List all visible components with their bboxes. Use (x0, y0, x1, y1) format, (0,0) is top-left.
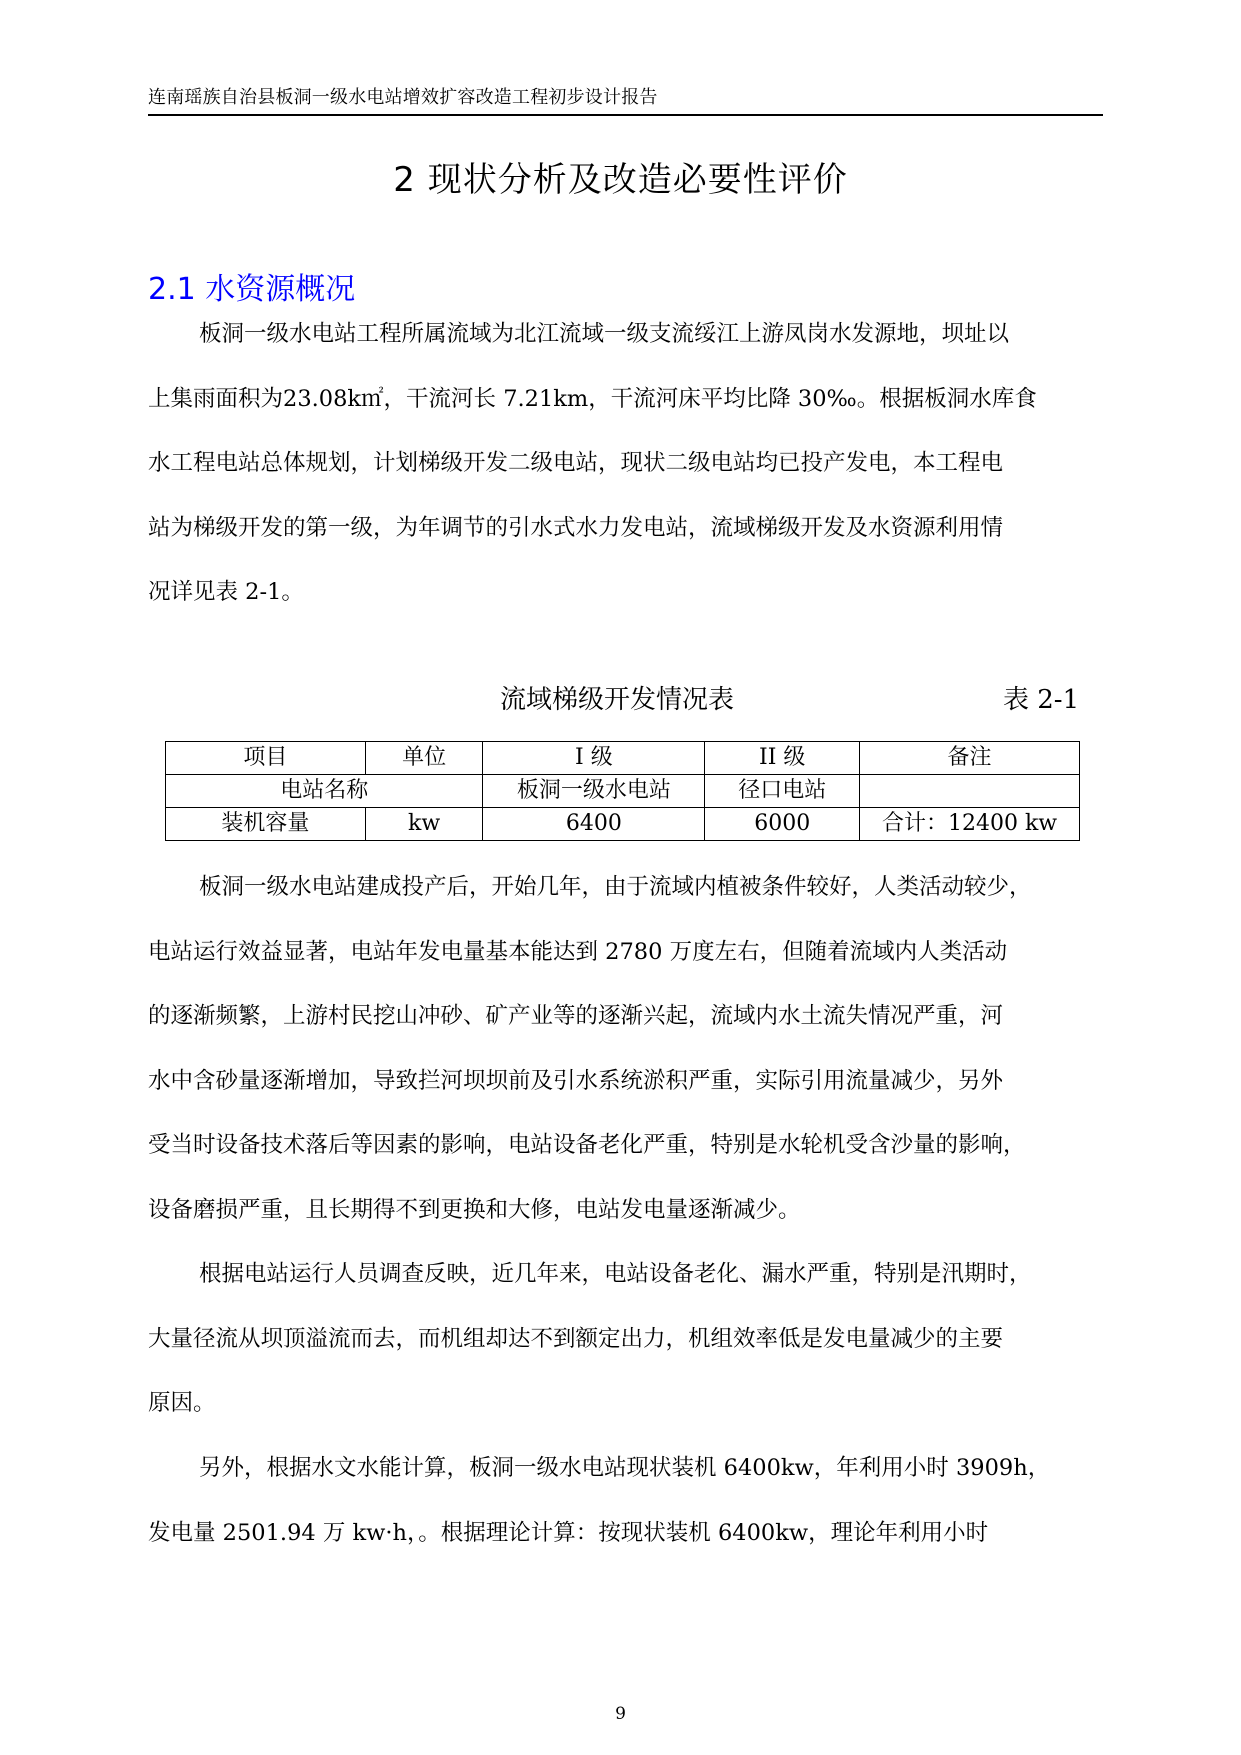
header-title: 连南瑶族自治县板洞一级水电站增效扩容改造工程初步设计报告 (148, 87, 658, 108)
header-cell-note: 备注 (860, 742, 1080, 775)
paragraph-line: 站为梯级开发的第一级，为年调节的引水式水力发电站，流域梯级开发及水资源利用情 (148, 514, 1004, 541)
paragraph-line: 的逐渐频繁，上游村民挖山冲砂、矿产业等的逐渐兴起，流域内水土流失情况严重，河 (148, 1003, 1004, 1029)
page-number: 9 (615, 1704, 626, 1724)
header-cell-unit: 单位 (365, 742, 483, 775)
paragraph-line: 受当时设备技术落后等因素的影响，电站设备老化严重，特别是水轮机受含沙量的影响， (148, 1132, 1026, 1158)
paragraph-line: 板洞一级水电站工程所属流域为北江流域一级支流绥江上游凤岗水发源地，坝址以 (199, 321, 1010, 347)
paragraph-line: 水工程电站总体规划，计划梯级开发二级电站，现状二级电站均已投产发电，本工程电 (148, 450, 1004, 476)
cell-capacity-level1: 6400 (483, 808, 705, 841)
paragraph-2 (148, 855, 1103, 1242)
table-row (166, 808, 1080, 841)
cell-capacity-level2: 6000 (705, 808, 860, 841)
header-cell-level2: II 级 (705, 742, 860, 775)
paragraph-line: 大量径流从坝顶溢流而去，而机组却达不到额定出力，机组效率低是发电量减少的主要 (148, 1325, 1004, 1352)
cell-station-level1: 板洞一级水电站 (483, 775, 705, 808)
paragraph-4 (148, 1436, 1103, 1565)
paragraph-1 (148, 302, 1103, 625)
paragraph-3 (148, 1242, 1103, 1436)
paragraph-line: 电站运行效益显著，电站年发电量基本能达到 2780 万度左右，但随着流域内人类活动 (148, 938, 1008, 965)
paragraph-line: 水中含砂量逐渐增加，导致拦河坝坝前及引水系统淤积严重，实际引用流量减少，另外 (148, 1067, 1004, 1094)
paragraph-line: 板洞一级水电站建成投产后，开始几年，由于流域内植被条件较好，人类活动较少， (199, 874, 1032, 900)
cell-capacity-note: 合计：12400 kw (860, 808, 1080, 841)
paragraph-line: 原因。 (148, 1390, 216, 1416)
paragraph-line: 另外，根据水文水能计算，板洞一级水电站现状装机 6400kw，年利用小时 3909h， (199, 1455, 1051, 1481)
paragraph-line: 发电量 2501.94 万 kw·h，。根据理论计算：按现状装机 6400kw，理论年利用小时 (148, 1519, 989, 1546)
header-cell-level1: I 级 (483, 742, 705, 775)
table-caption: 流域梯级开发情况表 (500, 685, 735, 715)
document-header (148, 88, 1103, 116)
cell-capacity-label: 装机容量 (166, 808, 366, 841)
cell-station-name-label: 电站名称 (166, 775, 483, 808)
cascade-development-table (165, 741, 1080, 841)
cell-capacity-unit: kw (365, 808, 483, 841)
cell-station-note (860, 775, 1080, 808)
table-number: 表 2-1 (1003, 685, 1080, 715)
table-row (166, 775, 1080, 808)
paragraph-line: 设备磨损严重，且长期得不到更换和大修，电站发电量逐渐减少。 (148, 1196, 801, 1223)
header-cell-item: 项目 (166, 742, 366, 775)
chapter-title: 2 现状分析及改造必要性评价 (393, 160, 848, 200)
table-header-row (166, 742, 1080, 775)
paragraph-line: 况详见表 2-1。 (148, 579, 304, 605)
cell-station-level2: 径口电站 (705, 775, 860, 808)
paragraph-line: 上集雨面积为23.08k㎡，干流河长 7.21km，干流河床平均比降 30‰。根据板洞水库食 (148, 385, 1037, 412)
section-title: 2.1 水资源概况 (148, 272, 356, 307)
paragraph-line: 根据电站运行人员调查反映，近几年来，电站设备老化、漏水严重，特别是汛期时， (199, 1261, 1032, 1287)
